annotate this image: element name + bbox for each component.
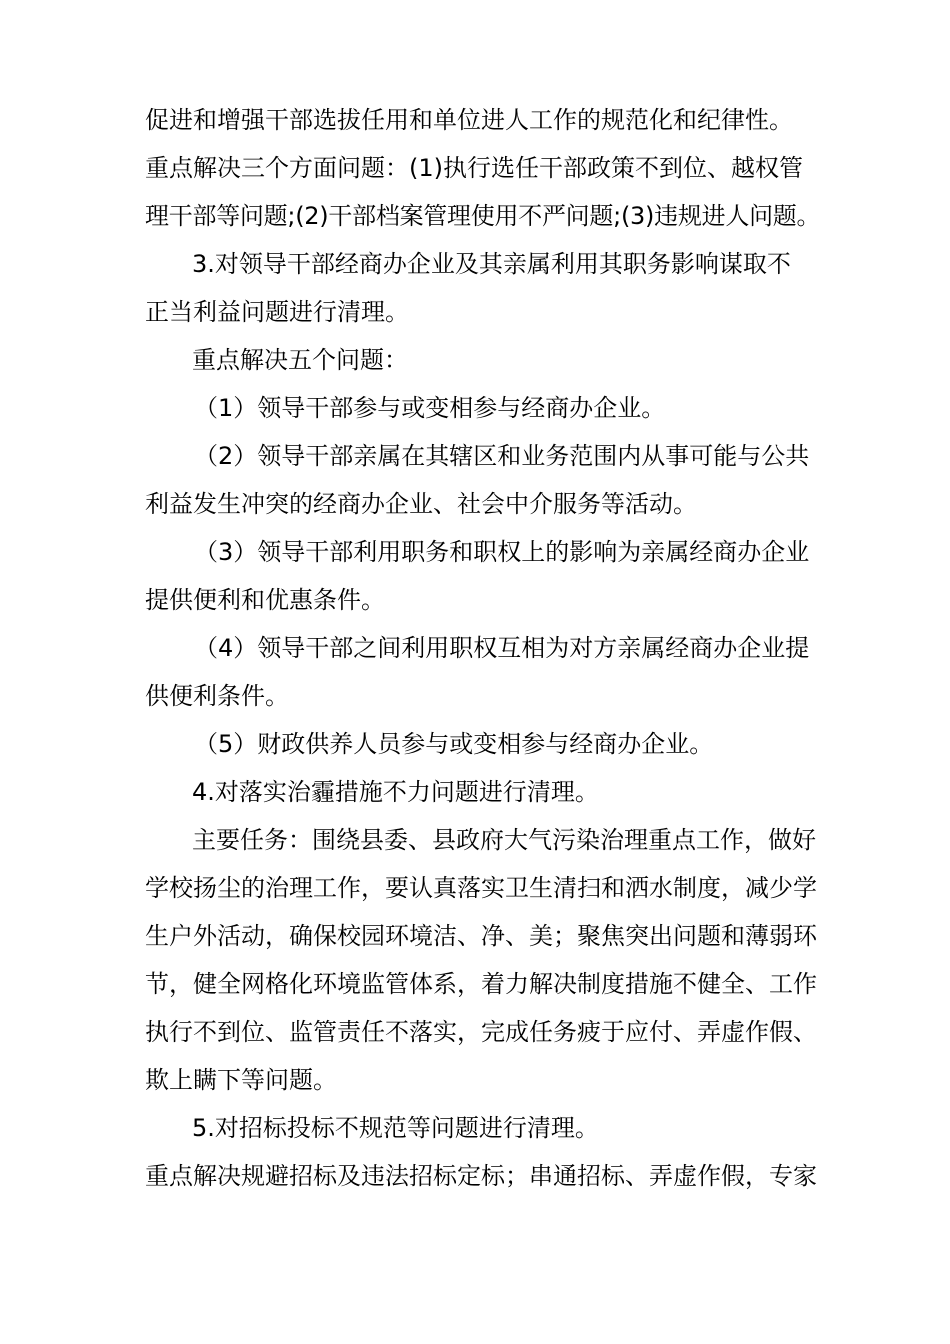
text-line: 主要任务：围绕县委、县政府大气污染治理重点工作，做好 [192,826,816,854]
text-line: 重点解决五个问题： [192,346,408,374]
list-item-4: （4）领导干部之间利用职权互相为对方亲属经商办企业提 [194,634,810,662]
text-line: 节，健全网格化环境监管体系，着力解决制度措施不健全、工作 [145,970,817,998]
text-line: 提供便利和优惠条件。 [145,586,385,614]
text-line: 执行不到位、监管责任不落实，完成任务疲于应付、弄虚作假、 [145,1018,817,1046]
text-line: 欺上瞒下等问题。 [145,1066,337,1094]
text-line: 利益发生冲突的经商办企业、社会中介服务等活动。 [145,490,697,518]
list-item-2: （2）领导干部亲属在其辖区和业务范围内从事可能与公共 [194,442,810,470]
section-heading-4: 4.对落实治霾措施不力问题进行清理。 [192,778,599,806]
text-line: 重点解决三个方面问题：(1)执行选任干部政策不到位、越权管 [145,154,803,182]
text-line: 生户外活动，确保校园环境洁、净、美；聚焦突出问题和薄弱环 [145,922,817,950]
text-line: 供便利条件。 [145,682,289,710]
list-item-5: （5）财政供养人员参与或变相参与经商办企业。 [194,730,714,758]
text-line: 学校扬尘的治理工作，要认真落实卫生清扫和洒水制度，减少学 [145,874,817,902]
text-line: 正当利益问题进行清理。 [145,298,409,326]
text-line: 促进和增强干部选拔任用和单位进人工作的规范化和纪律性。 [145,106,793,134]
section-heading-5: 5.对招标投标不规范等问题进行清理。 [192,1114,599,1142]
text-line: 理干部等问题;(2)干部档案管理使用不严问题;(3)违规进人问题。 [145,202,821,230]
list-item-3: （3）领导干部利用职务和职权上的影响为亲属经商办企业 [194,538,810,566]
text-line: 重点解决规避招标及违法招标定标；串通招标、弄虚作假，专家 [145,1162,817,1190]
section-heading-3: 3.对领导干部经商办企业及其亲属利用其职务影响谋取不 [192,250,791,278]
list-item-1: （1）领导干部参与或变相参与经商办企业。 [194,394,666,422]
